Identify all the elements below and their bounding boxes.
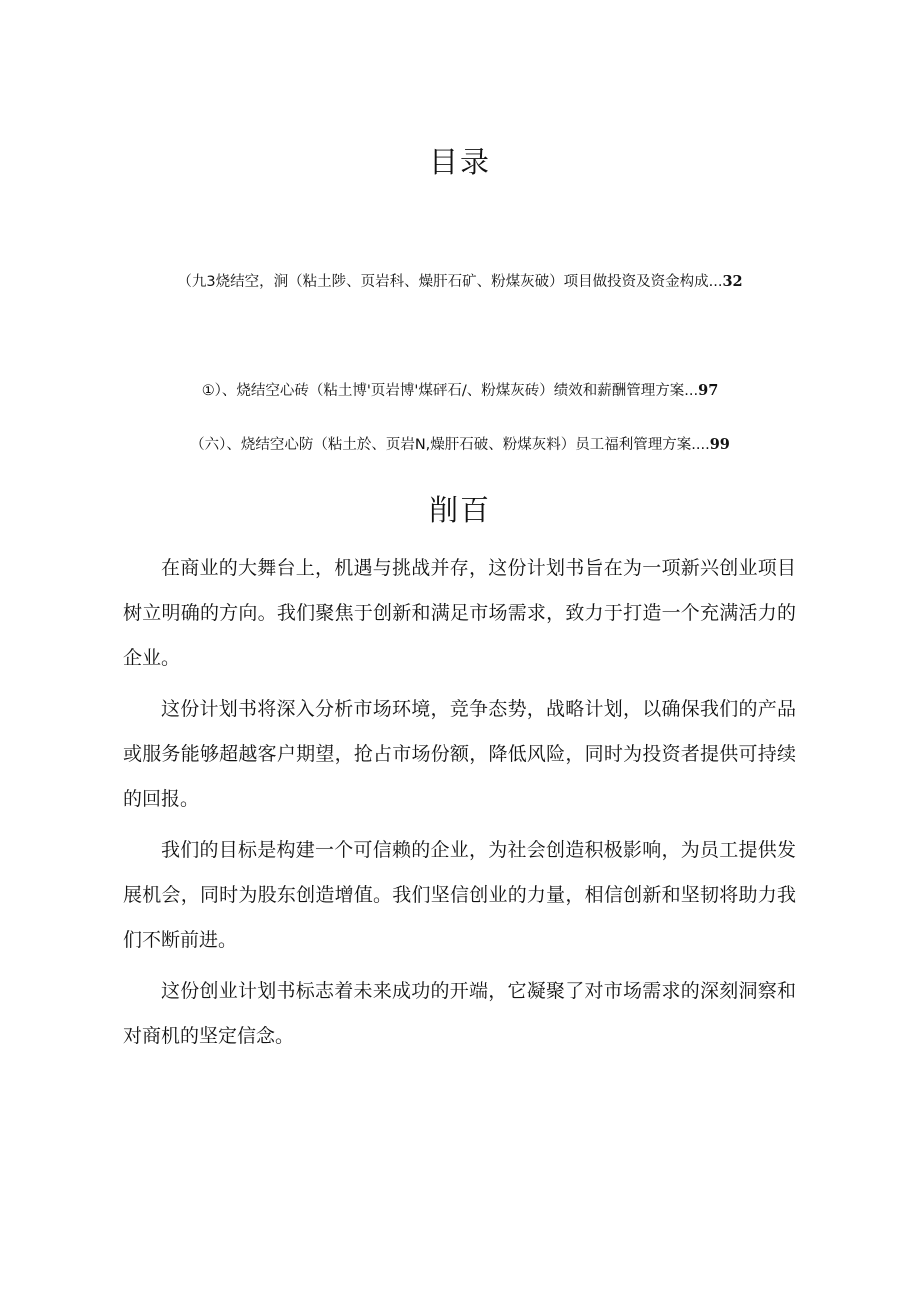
preface-title: 削百 (428, 493, 491, 527)
preface-body (123, 546, 796, 1065)
preface-paragraph: 这份创业计划书标志着未来成功的开端，它凝聚了对市场需求的深刻洞察和对商机的坚定信念。 (123, 980, 796, 1047)
toc-entry-text: ①）、烧结空心砖（粘土博'页岩博'煤砰石/、粉煤灰砖）绩效和薪酬管理方案... (201, 383, 699, 399)
toc-entry-page: 99 (709, 436, 730, 453)
toc-title: 目录 (428, 145, 491, 179)
preface-paragraph: 这份计划书将深入分析市场环境，竞争态势，战略计划，以确保我们的产品或服务能够超越客户期望，抢占市场份额，降低风险，同时为投资者提供可持续的回报。 (123, 698, 796, 810)
toc-entry[interactable] (100, 379, 820, 403)
toc-entry-page: 32 (722, 273, 743, 290)
toc-entry[interactable] (100, 433, 820, 457)
toc-entry-text: （九3烧结空，涧（粘土陟、页岩科、燥肝石矿、粉煤灰破）项目做投资及资金构成... (177, 274, 723, 290)
toc-entry-text: （六）、烧结空心防（粘土於、页岩N,燥肝石破、粉煤灰料）员工福利管理方案.... (190, 437, 710, 453)
preface-paragraph: 在商业的大舞台上，机遇与挑战并存，这份计划书旨在为一项新兴创业项目树立明确的方向。我们聚焦于创新和满足市场需求，致力于打造一个充满活力的企业。 (123, 557, 796, 669)
preface-paragraph: 我们的目标是构建一个可信赖的企业，为社会创造积极影响，为员工提供发展机会，同时为股东创造增值。我们坚信创业的力量，相信创新和坚韧将助力我们不断前进。 (123, 839, 796, 951)
toc-entry-page: 97 (698, 382, 719, 399)
toc-entry[interactable] (100, 270, 820, 294)
